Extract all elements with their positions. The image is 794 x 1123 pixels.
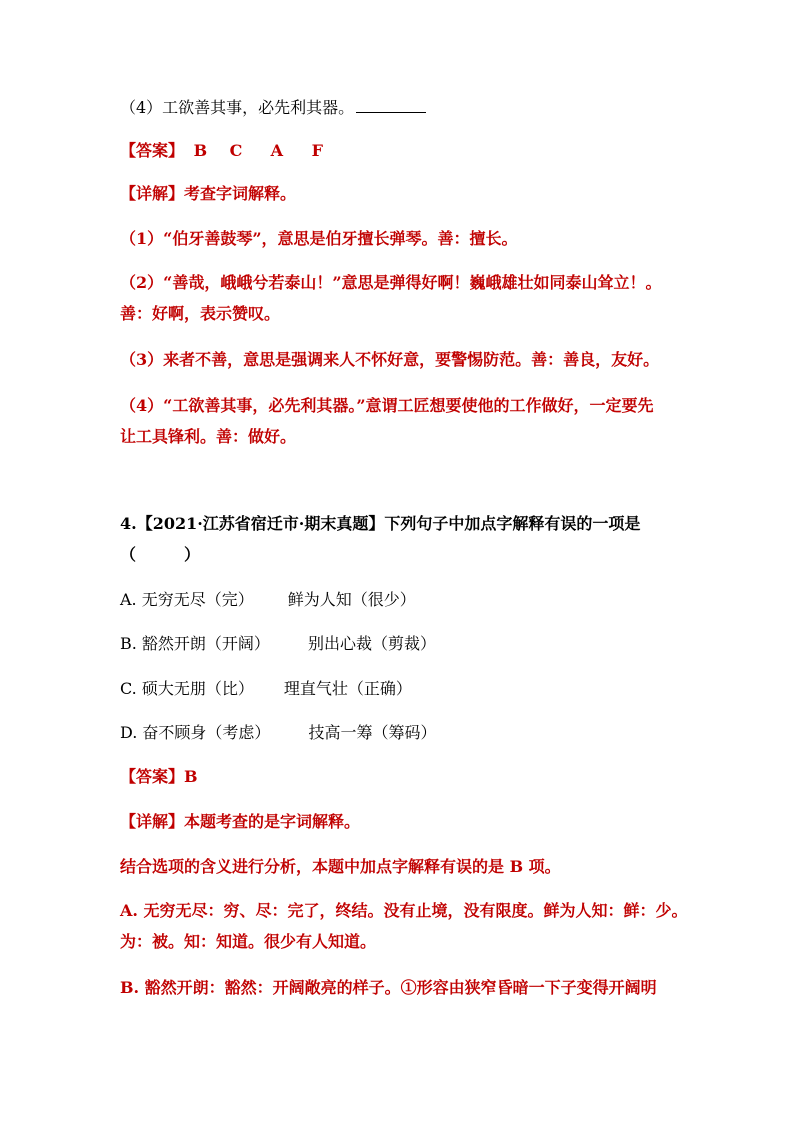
q3-explanation-2-cont: 善：好啊，表示赞叹。 (120, 304, 281, 323)
q4-explanation-2: A. 无穷无尽：穷、尽：完了，终结。没有止境，没有限度。鲜为人知：鲜：少。 (120, 901, 688, 920)
q3-item-4 (120, 98, 426, 118)
q3-detail-line (120, 184, 296, 204)
q4-answer-line (120, 767, 198, 787)
answer-tag: 【答案】 (120, 141, 185, 160)
q3-explanation-4: （4）“工欲善其事，必先利其器。”意谓工匠想要使他的工作做好，一定要先 (120, 396, 654, 415)
q4-paren: （ ） (120, 545, 201, 564)
option-text: B. 豁然开朗（开阔） (120, 634, 270, 653)
q4-explanation-1: 结合选项的含义进行分析，本题中加点字解释有误的是 B 项。 (120, 857, 561, 876)
q3-item-4-text: （4）工欲善其事，必先利其器。 (120, 98, 355, 117)
q3-explanation-4-cont: 让工具锋利。善：做好。 (120, 427, 297, 446)
q4-option-c (120, 679, 412, 699)
q3-explanation-3: （3）来者不善，意思是强调来人不怀好意，要警惕防范。善：善良，友好。 (120, 350, 660, 369)
option-text: D. 奋不顾身（考虑） (120, 723, 271, 742)
q4-explanation-2-cont: 为：被。知：知道。很少有人知道。 (120, 932, 377, 951)
answer-letter: A (270, 141, 284, 160)
detail-intro: 考查字词解释。 (184, 184, 297, 203)
detail-tag: 【详解】 (120, 184, 185, 203)
answer-letter: B (193, 141, 208, 160)
answer-blank (356, 98, 426, 113)
q4-option-b (120, 634, 436, 654)
option-text: A. 无穷无尽（完） (120, 590, 254, 609)
answer-letter: F (311, 141, 323, 160)
q4-option-d (120, 723, 436, 743)
answer-letter: C (229, 141, 243, 160)
q3-answer-line (120, 141, 353, 161)
q3-explanation-1: （1）“伯牙善鼓琴”，意思是伯牙擅长弹琴。善：擅长。 (120, 229, 518, 248)
option-text: 技高一筹（筹码） (308, 723, 437, 742)
answer-letter: B (184, 767, 198, 786)
q4-explanation-3: B. 豁然开朗：豁然：开阔敞亮的样子。①形容由狭窄昏暗一下子变得开阔明 (120, 978, 657, 997)
q3-explanation-2: （2）“善哉，峨峨兮若泰山！”意思是弹得好啊！巍峨雄壮如同泰山耸立！。 (120, 273, 662, 292)
answer-tag: 【答案】 (120, 767, 185, 786)
detail-intro: 本题考查的是字词解释。 (184, 812, 361, 831)
option-text: 理直气壮（正确） (283, 679, 412, 698)
q4-detail-line (120, 812, 360, 832)
q4-stem: 4.【2021·江苏省宿迁市·期末真题】下列句子中加点字解释有误的一项是 (120, 514, 641, 533)
q4-option-a (120, 590, 416, 610)
option-text: C. 硕大无朋（比） (120, 679, 254, 698)
option-text: 鲜为人知（很少） (287, 590, 416, 609)
detail-tag: 【详解】 (120, 812, 185, 831)
option-text: 别出心裁（剪裁） (307, 634, 436, 653)
